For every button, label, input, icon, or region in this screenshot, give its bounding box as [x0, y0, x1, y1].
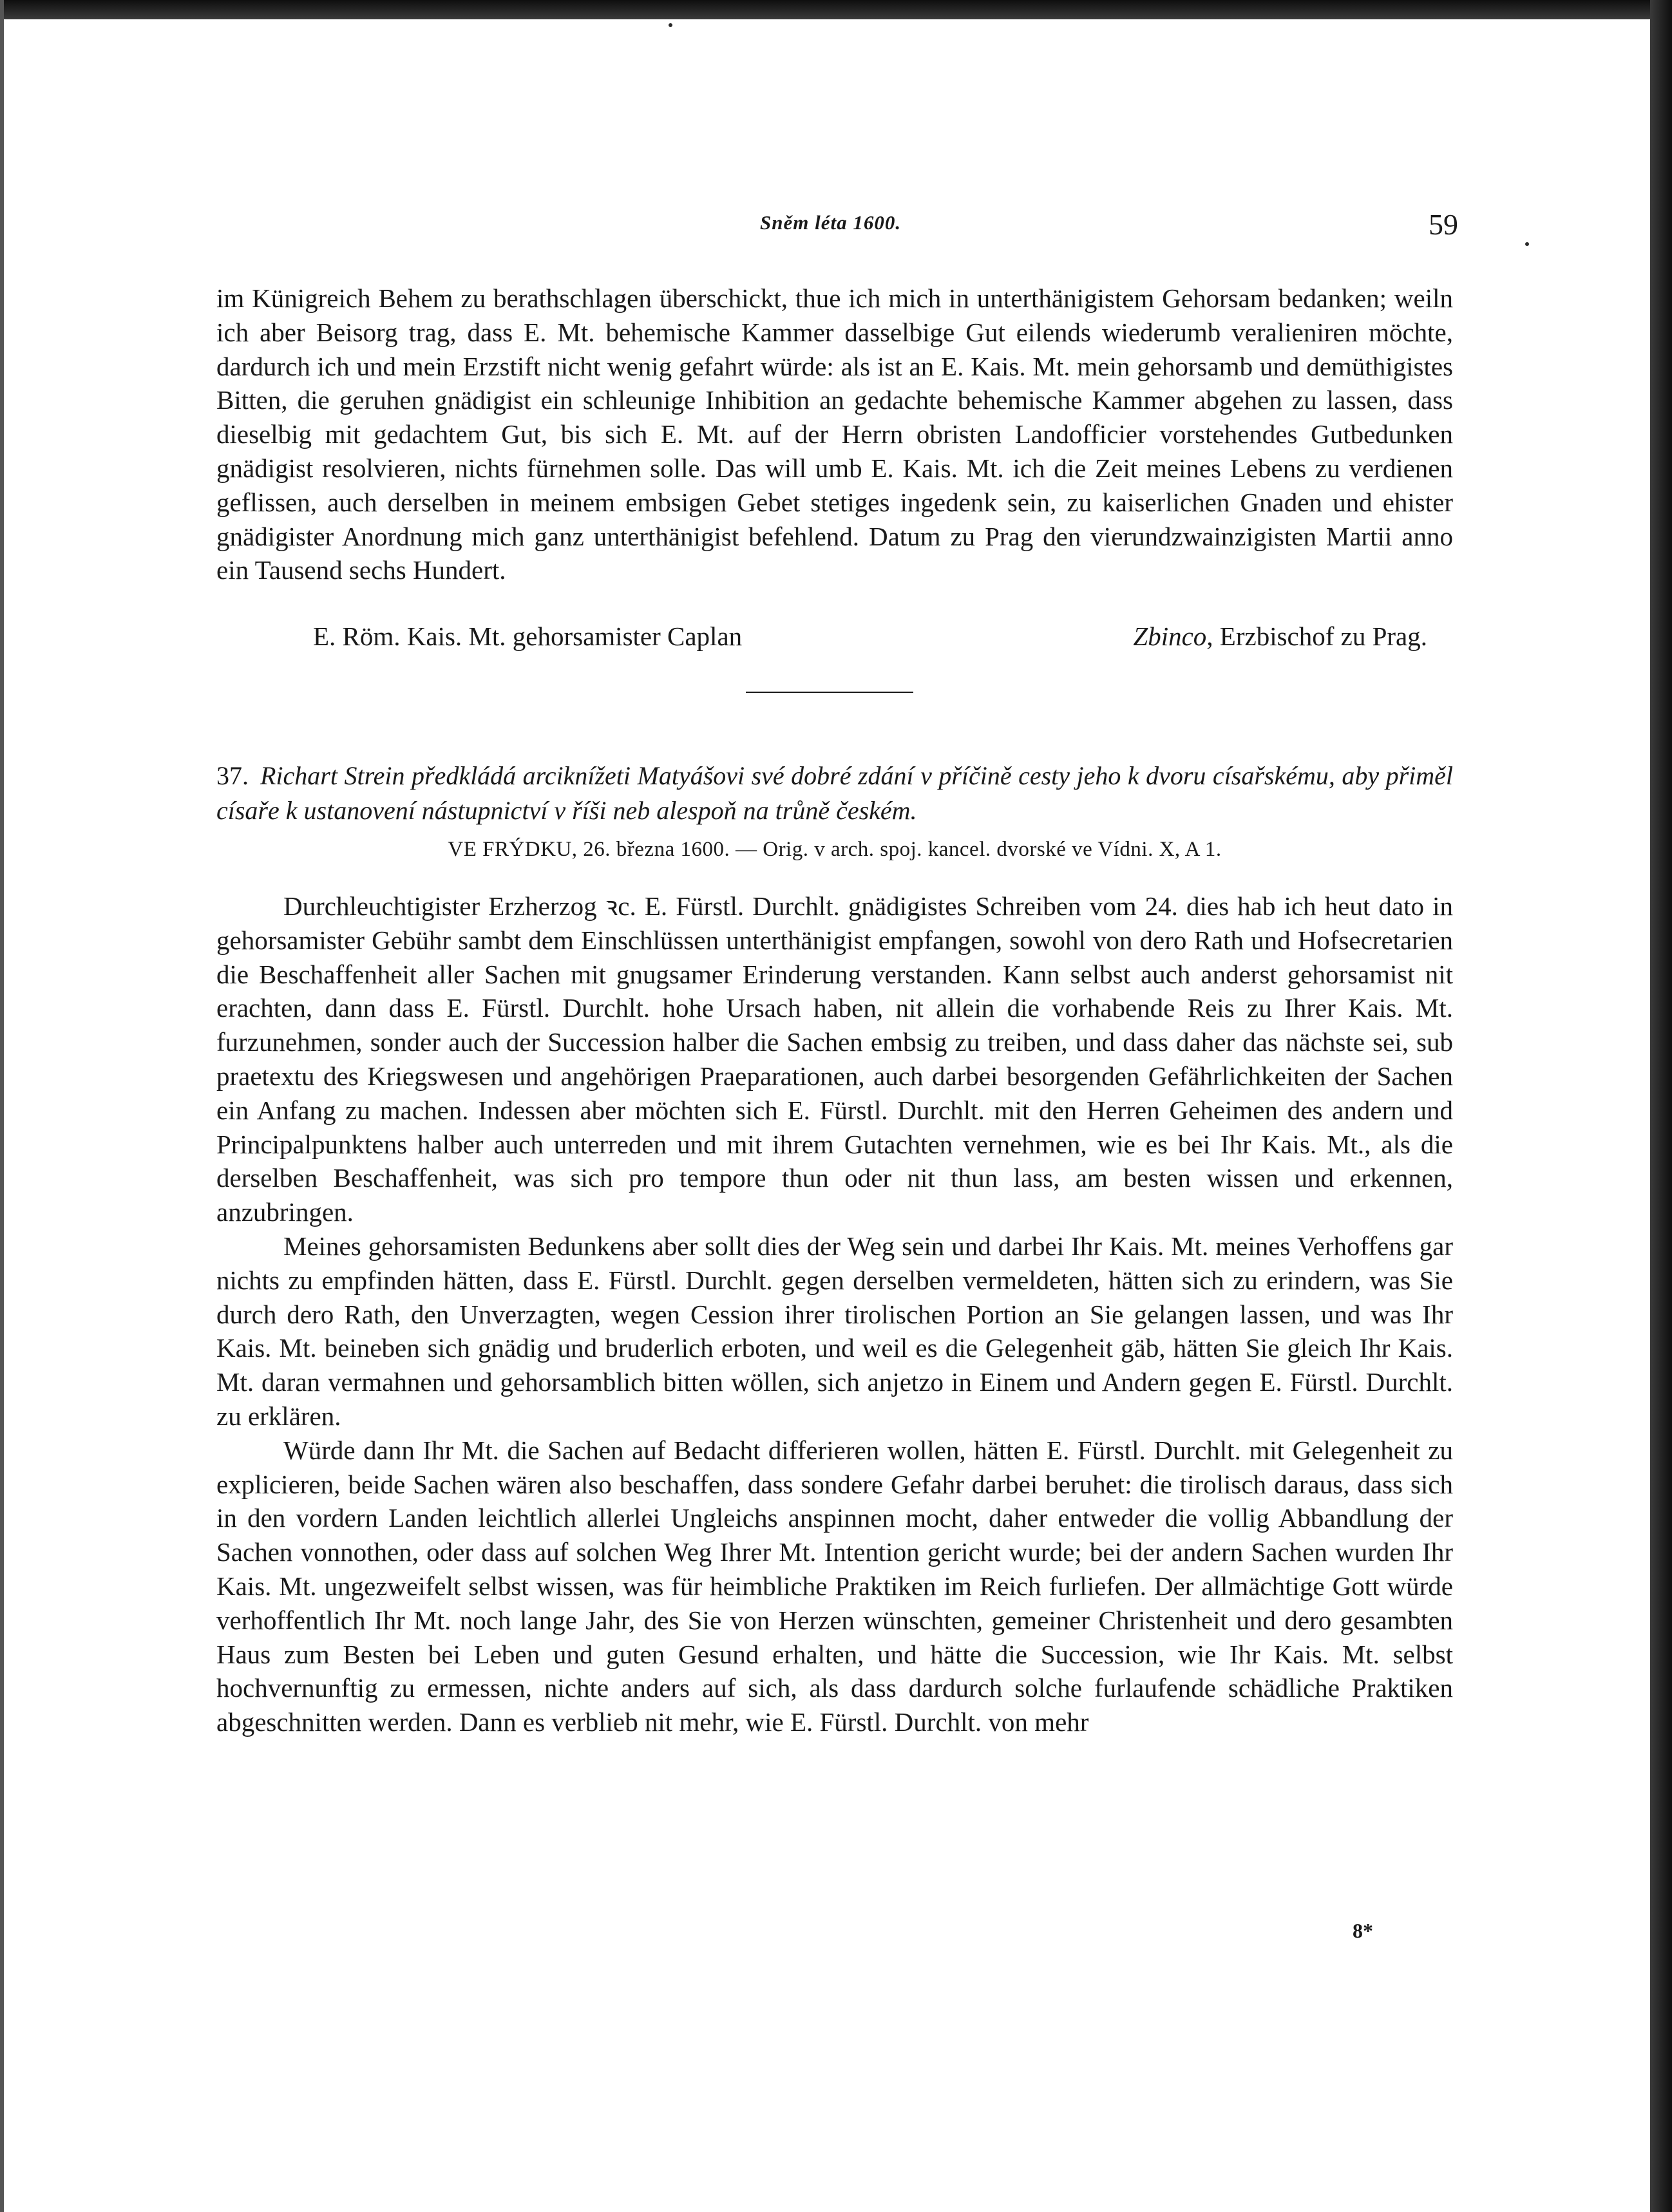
document-number: 37. — [216, 761, 249, 790]
body-paragraph: Meines gehorsamisten Bedunkens aber sollt dies der Weg sein und darbei Ihr Kais. Mt. meines Verhoffens gar nichts zu empfinden hätten, dass E. Fürstl. Durchlt. gegen derselben vermeldeten, hätten sich zu erindern, was Sie durch dero Rath, den Unverzagten, wegen Cession ihrer tirolischen Portion an Sie gelangen lassen, und was Ihr Kais. Mt. beineben sich gnädig und bruderlich erboten, und weil es die Gelegenheit gäb, hätten Sie gleich Ihr Kais. Mt. daran vermahnen und gehorsamblich bitten wöllen, sich anjetzo in Einem und Andern gegen E. Fürstl. Durchlt. zu erklären. — [216, 1231, 1453, 1431]
running-head: Sněm léta 1600. — [760, 211, 902, 234]
body-paragraph: Durchleuchtigister Erzherzog ꝛc. E. Fürstl. Durchlt. gnädigistes Schreiben vom 24. dies hab ich heut dato in gehorsamister Gebühr sambt dem Einschlüssen unterthänigist empfangen, sowohl von dero Rath und Hofsecretarien die Beschaffenheit aller Sachen mit gnugsamer Erinderung verstanden. Kann selbst auch anderst gehorsamist nit erachten, dann dass E. Fürstl. Durchlt. hohe Ursach haben, nit allein die vorhabende Reis zu Ihrer Kais. Mt. furzunehmen, sonder auch der Succession halber die Sachen embsig zu treiben, und dass daher das nächste sei, sub praetextu des Kriegswesen und angehörigen Praeparationen, auch darbei besorgenden Gefährlichkeiten der Sachen ein Anfang zu machen. Indessen aber möchten sich E. Fürstl. Durchlt. mit den Herren Geheimen des andern und Principalpunktens halber auch unterreden und mit ihrem Gutachten vernehmen, wie es bei Ihr Kais. Mt., als die derselben Beschaffenheit, was sich pro tempore thun oder nit thun lass, am besten wissen und erkennen, anzubringen. — [216, 891, 1453, 1227]
scan-speck — [1525, 242, 1529, 246]
scan-speck — [669, 23, 672, 27]
signature-name: Zbinco — [1133, 621, 1207, 651]
page-number: 59 — [1429, 208, 1458, 241]
signature-right — [1133, 619, 1427, 653]
body-paragraph: Würde dann Ihr Mt. die Sachen auf Bedacht differieren wollen, hätten E. Fürstl. Durchlt. mit Gelegenheit zu explicieren, beide Sachen wären also beschaffen, dass sondere Gefahr darbei beruhet: die tirolisch daraus, dass sich in den vordern Landen leichtlich allerlei Ungleichs anspinnen mocht, daher entweder die vollig Abbandlung der Sachen vonnothen, oder dass auf solchen Weg Ihrer Mt. Intention gericht wurde; bei der andern Sachen wurden Ihr Kais. Mt. ungezweifelt selbst wissen, was für heimbliche Praktiken im Reich furliefen. Der allmächtige Gott würde verhoffentlich Ihr Mt. noch lange Jahr, des Sie von Herzen wünschten, gemeiner Christenheit und dero gesambten Haus zum Besten bei Leben und guten Gesund erhalten, und hätte die Succession, wie Ihr Kais. Mt. selbst hochvernunftig zu ermessen, nichte anders auf sich, als dass dardurch solche furlaufende schädliche Praktiken abgeschnitten werden. Dann es verblieb nit mehr, wie E. Fürstl. Durchlt. von mehr — [216, 1435, 1453, 1737]
letter-paragraph: im Künigreich Behem zu berathschlagen überschickt, thue ich mich in unterthänigistem Gehorsam bedanken; weiln ich aber Beisorg trag, dass E. Mt. behemische Kammer dasselbige Gut eilends wiederumb veralieniren möchte, dardurch ich und mein Erzstift nicht wenig gefahrt würde: als ist an E. Kais. Mt. mein gehorsamb und demüthigistes Bitten, die geruhen gnädigist ein schleunige Inhibition an gedachte behemische Kammer abgehen zu lassen, dass dieselbig mit gedachtem Gut, bis sich E. Mt. auf der Herrn obristen Landofficier vorstehendes Gutbedunken gnädigist resolvieren, nichts fürnehmen solle. Das will umb E. Kais. Mt. ich die Zeit meines Lebens zu verdienen geflissen, auch derselben in meinem embsigen Gebet stetiges ingedenk sein, zu kaiserlichen Gnaden und ehister gnädigister Anordnung mich ganz unterthänigist befehlend. Datum zu Prag den vierundzwainzigisten Martii anno ein Tausend sechs Hundert. — [216, 283, 1453, 585]
letter-body — [216, 281, 1453, 587]
scan-edge-right — [1650, 0, 1672, 2212]
signature-left: E. Röm. Kais. Mt. gehorsamister Caplan — [313, 621, 743, 651]
source-note: VE FRÝDKU, 26. března 1600. — Orig. v arch. spoj. kancel. dvorské ve Vídni. X, A 1. — [448, 838, 1222, 861]
scan-edge-left — [0, 0, 4, 2212]
document-body — [216, 889, 1453, 1739]
section-divider — [746, 692, 913, 693]
signature-title: , Erzbischof zu Prag. — [1206, 621, 1427, 651]
scan-edge-top — [0, 0, 1672, 19]
letter-signature — [216, 619, 1427, 653]
document-title: Richart Strein předkládá arciknížeti Matyášovi své dobré zdání v příčině cesty jeho k dvoru císařskému, aby přiměl císaře k ustanovení nástupnictví v říši neb alespoň na trůně českém. — [216, 761, 1453, 825]
document-heading — [216, 759, 1453, 828]
signature-mark: 8* — [1353, 1919, 1373, 1942]
